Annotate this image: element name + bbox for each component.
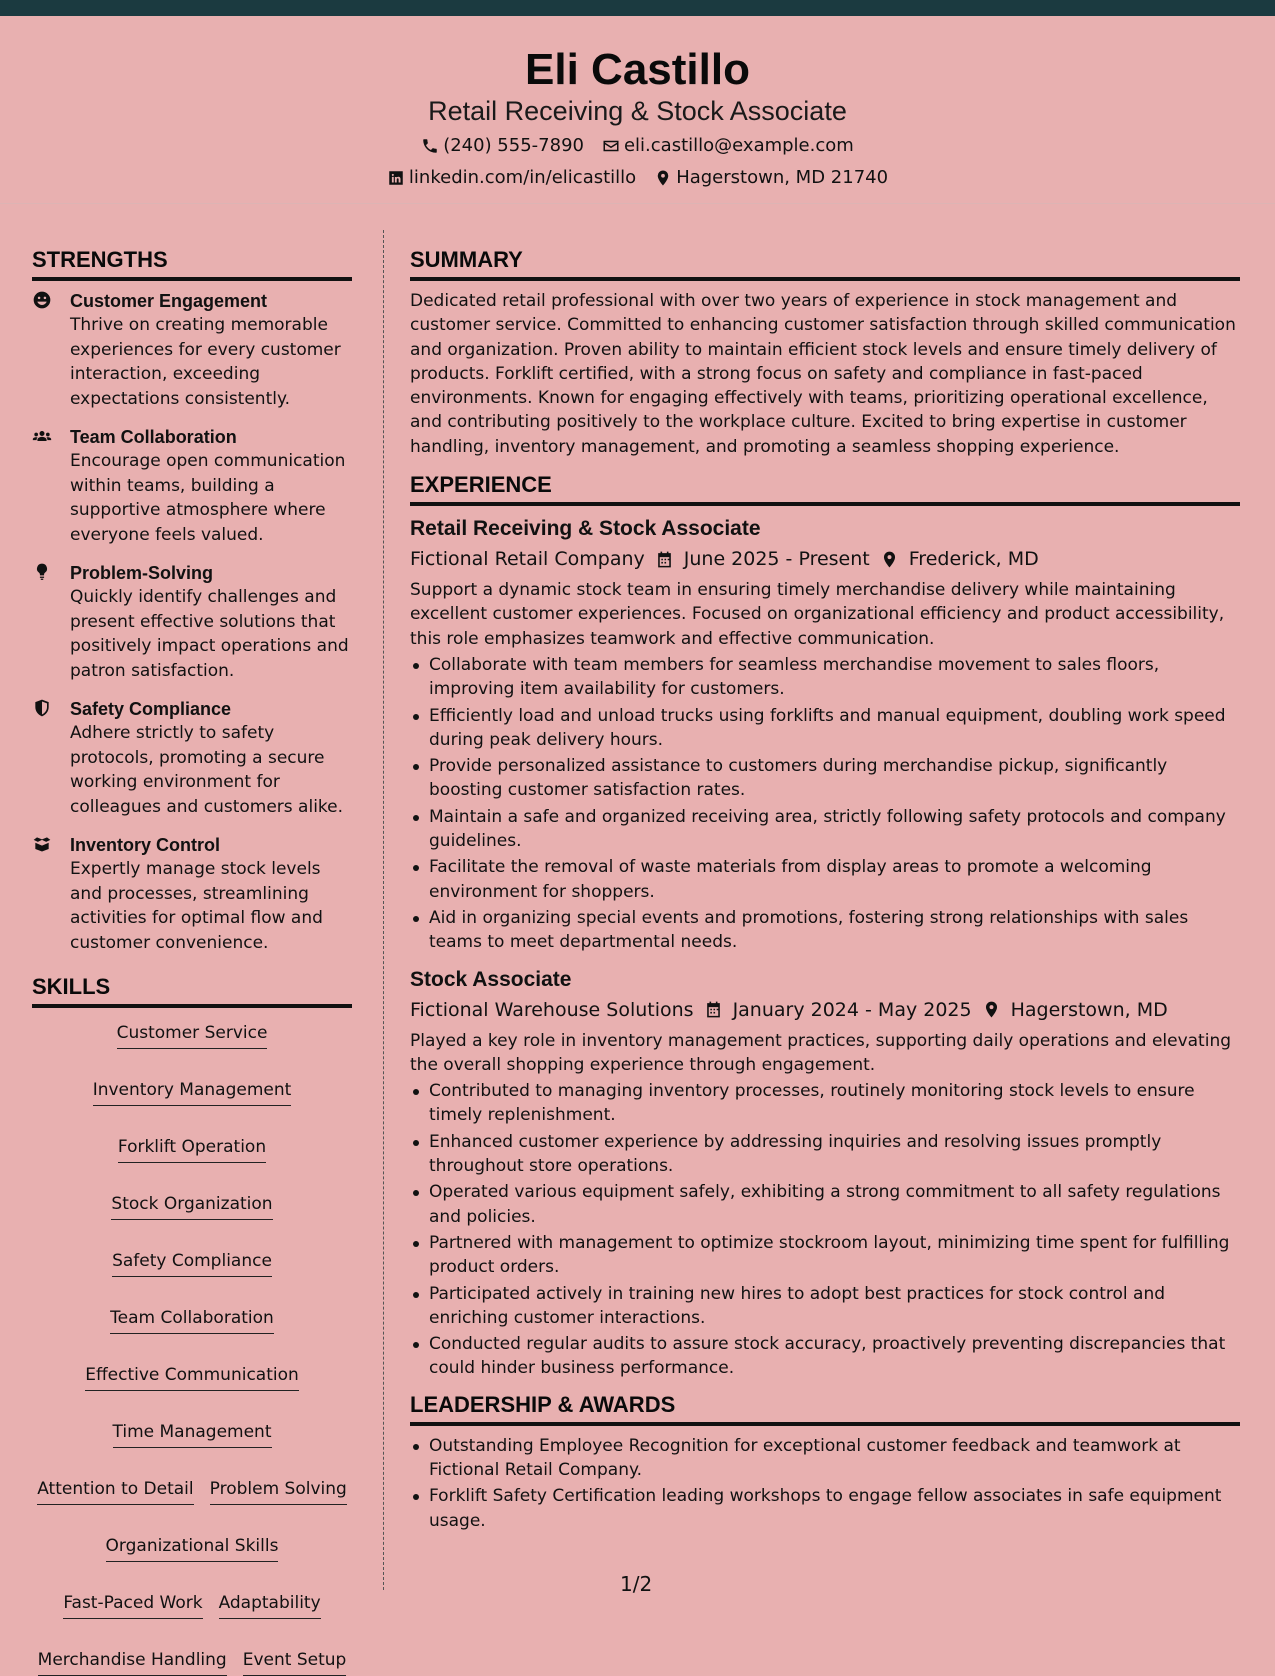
bullet-item: Collaborate with team members for seamless merchandise movement to sales floors, improving item availability for customers. (410, 653, 1240, 702)
skill-tag: Safety Compliance (112, 1250, 272, 1277)
skill-tag: Problem Solving (210, 1478, 347, 1505)
job-dates: January 2024 - May 2025 (732, 998, 972, 1021)
company-name: Fictional Warehouse Solutions (410, 998, 694, 1021)
job-bullets (410, 1079, 1240, 1381)
linkedin-icon (387, 169, 405, 187)
job-bullets (410, 653, 1240, 955)
bullet-item: Efficiently load and unload trucks using forklifts and manual equipment, doubling work speed during peak delivery hours. (410, 704, 1240, 753)
linkedin-text[interactable]: linkedin.com/in/elicastillo (408, 167, 637, 188)
strength-item (32, 833, 352, 955)
bullet-item: Partnered with management to optimize stockroom layout, minimizing time spent for fulfilling product orders. (410, 1231, 1240, 1280)
strengths-heading: STRENGTHS (32, 246, 352, 281)
summary-text: Dedicated retail professional with over two years of experience in stock management and customer service. Committed to enhancing customer satisfaction through skilled communication and organization. Proven ability to maintain efficient stock levels and ensure timely delivery of products. Forklift certified, with a strong focus on safety and compliance in fast-paced environments. Known for engaging effectively with teams, prioritizing operational excellence, and contributing positively to the workplace culture. Excited to bring expertise in customer handling, inventory management, and promoting a seamless shopping experience. (410, 291, 1236, 457)
linkedin-contact[interactable] (387, 166, 636, 190)
bullet-item: Aid in organizing special events and promotions, fostering strong relationships with sales teams to meet departmental needs. (410, 906, 1240, 955)
email-contact[interactable] (602, 134, 854, 158)
awards-list (410, 1434, 1240, 1533)
strength-title: Safety Compliance (70, 699, 232, 719)
lightbulb-icon (32, 562, 52, 582)
skill-tag: Fast-Paced Work (63, 1592, 202, 1619)
job-dates: June 2025 - Present (683, 548, 870, 571)
skill-tag: Stock Organization (111, 1193, 272, 1220)
skill-tag: Team Collaboration (110, 1307, 274, 1334)
summary-heading: SUMMARY (410, 246, 1240, 281)
strength-title: Customer Engagement (70, 291, 268, 311)
shield-icon (32, 698, 52, 718)
skill-tag: Forklift Operation (118, 1136, 266, 1163)
contact-row-1 (0, 134, 1275, 158)
bullet-item: Participated actively in training new hires to adopt best practices for stock control and enriching customer interactions. (410, 1282, 1240, 1331)
phone-contact (421, 134, 584, 158)
skill-tag: Adaptability (219, 1592, 321, 1619)
job-entry (410, 514, 1240, 954)
strength-desc: Adhere strictly to safety protocols, promoting a secure working environment for colleagues and customers alike. (70, 723, 344, 817)
column-divider (383, 230, 384, 1590)
job-title: Stock Associate (410, 967, 572, 991)
summary-section (410, 246, 1240, 459)
envelope-icon (602, 137, 620, 155)
strength-desc: Expertly manage stock levels and processes, streamlining activities for optimal flow and customer convenience. (70, 859, 323, 953)
job-meta (410, 995, 1240, 1025)
bullet-item: Enhanced customer experience by addressing inquiries and resolving issues promptly throughout store operations. (410, 1130, 1240, 1179)
map-pin-icon (654, 169, 672, 187)
right-column (410, 246, 1240, 1535)
skill-tag: Attention to Detail (37, 1478, 193, 1505)
job-location: Hagerstown, MD (1010, 998, 1168, 1021)
strength-title: Inventory Control (70, 835, 221, 855)
page-number: 1/2 (620, 1572, 653, 1596)
job-description: Played a key role in inventory management practices, supporting daily operations and elevating the overall shopping experience through engagement. (410, 1030, 1232, 1075)
skill-tag: Organizational Skills (106, 1535, 279, 1562)
candidate-title: Retail Receiving & Stock Associate (428, 96, 847, 126)
experience-heading: EXPERIENCE (410, 471, 1240, 506)
skills-list (32, 1016, 352, 1676)
map-pin-icon (982, 1000, 1001, 1019)
calendar-icon (655, 550, 674, 569)
job-entry (410, 965, 1240, 1381)
users-icon (32, 426, 52, 446)
skill-tag: Merchandise Handling (38, 1649, 227, 1676)
job-title: Retail Receiving & Stock Associate (410, 517, 761, 541)
awards-heading: LEADERSHIP & AWARDS (410, 1391, 1240, 1426)
strength-title: Problem-Solving (70, 563, 214, 583)
map-pin-icon (880, 550, 899, 569)
award-item: Outstanding Employee Recognition for exceptional customer feedback and teamwork at Fictional Retail Company. (410, 1434, 1240, 1483)
candidate-name: Eli Castillo (525, 45, 750, 94)
calendar-icon (704, 1000, 723, 1019)
skill-tag: Effective Communication (85, 1364, 299, 1391)
left-column (32, 246, 352, 1676)
bullet-item: Provide personalized assistance to customers during merchandise pickup, significantly boosting customer satisfaction rates. (410, 754, 1240, 803)
skill-tag: Inventory Management (93, 1079, 292, 1106)
job-meta (410, 544, 1240, 574)
strength-item (32, 561, 352, 683)
bullet-item: Conducted regular audits to assure stock accuracy, proactively preventing discrepancies that could hinder business performance. (410, 1332, 1240, 1381)
bullet-item: Contributed to managing inventory processes, routinely monitoring stock levels to ensure timely replenishment. (410, 1079, 1240, 1128)
strengths-list (32, 289, 352, 955)
strength-desc: Thrive on creating memorable experiences for every customer interaction, exceeding expectations consistently. (70, 315, 341, 409)
bullet-item: Facilitate the removal of waste materials from display areas to promote a welcoming environment for shoppers. (410, 855, 1240, 904)
job-description: Support a dynamic stock team in ensuring timely merchandise delivery while maintaining excellent customer experiences. Focused on organizational efficiency and product accessibility, this role emphasizes teamwork and effective communication. (410, 580, 1225, 649)
strength-item (32, 425, 352, 547)
resume-header (0, 16, 1275, 204)
strength-desc: Encourage open communication within teams, building a supportive atmosphere where everyone feels valued. (70, 451, 346, 545)
skill-tag: Customer Service (117, 1022, 268, 1049)
top-bar (0, 0, 1275, 16)
skill-tag: Event Setup (243, 1649, 347, 1676)
strength-desc: Quickly identify challenges and present effective solutions that positively impact operations and patron satisfaction. (70, 587, 349, 681)
location-text: Hagerstown, MD 21740 (676, 167, 889, 188)
skill-tag: Time Management (113, 1421, 272, 1448)
phone-text: (240) 555-7890 (443, 135, 584, 156)
skills-heading: SKILLS (32, 973, 352, 1008)
company-name: Fictional Retail Company (410, 548, 645, 571)
email-text[interactable]: eli.castillo@example.com (623, 135, 854, 156)
bullet-item: Operated various equipment safely, exhibiting a strong commitment to all safety regulations and policies. (410, 1180, 1240, 1229)
strength-title: Team Collaboration (70, 427, 237, 447)
award-item: Forklift Safety Certification leading workshops to engage fellow associates in safe equipment usage. (410, 1484, 1240, 1533)
location-contact (654, 166, 888, 190)
job-location: Frederick, MD (908, 548, 1039, 571)
strength-item (32, 289, 352, 411)
bullet-item: Maintain a safe and organized receiving area, strictly following safety protocols and company guidelines. (410, 805, 1240, 854)
phone-icon (421, 137, 439, 155)
contact-row-2 (0, 166, 1275, 190)
smile-icon (32, 290, 52, 310)
box-open-icon (32, 834, 52, 854)
strength-item (32, 697, 352, 819)
